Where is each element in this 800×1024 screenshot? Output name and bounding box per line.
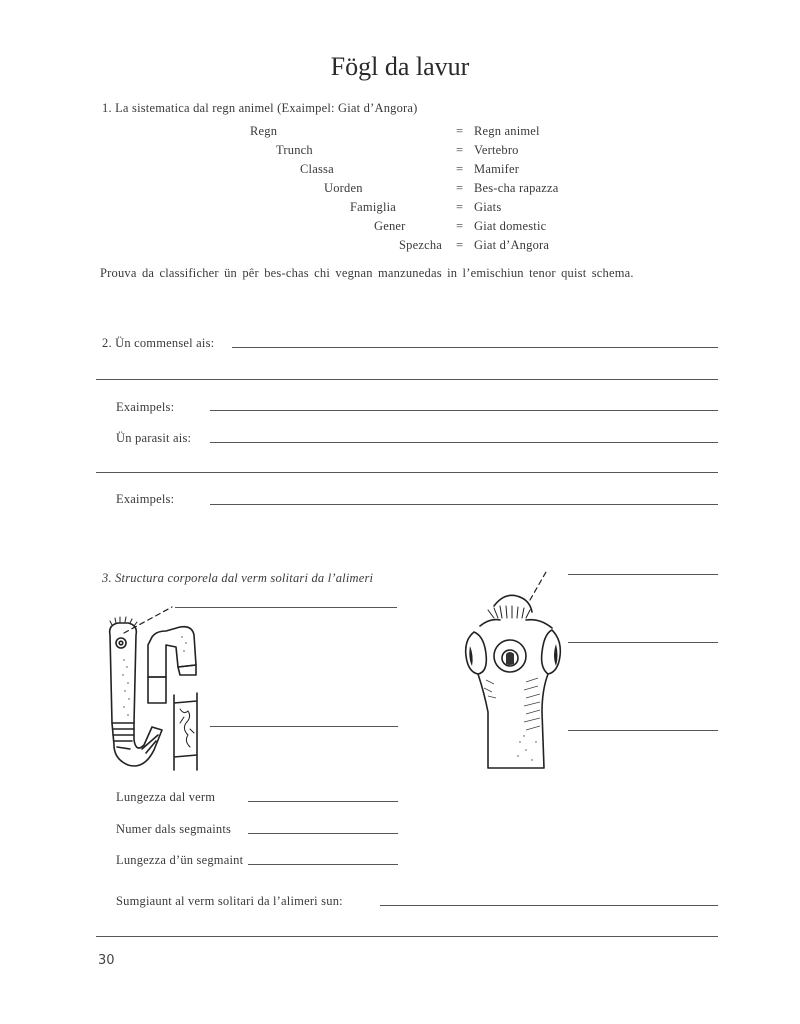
equals-sign: = (456, 124, 464, 138)
commensal-label: 2. Ün commensel ais: (102, 336, 215, 350)
taxonomy-rank: Spezcha (399, 238, 443, 252)
commensal-examples-line[interactable] (210, 410, 718, 411)
taxonomy-value: Giat domestic (474, 219, 547, 233)
equals-sign: = (456, 200, 464, 214)
parasite-examples-line[interactable] (210, 504, 718, 505)
worm-length-line[interactable] (248, 801, 398, 802)
parasite-label: Ün parasit ais: (116, 431, 192, 445)
taxonomy-rank: Uorden (324, 181, 363, 195)
commensal-answer-line-2[interactable] (96, 379, 718, 380)
similar-worms-line-2[interactable] (96, 936, 718, 937)
taxonomy-value: Vertebro (474, 143, 519, 157)
examples-label: Exaimpels: (116, 400, 175, 414)
taxonomy-value: Giat d’Angora (474, 238, 550, 252)
segment-count-label: Numer dals segmaints (116, 822, 232, 836)
taxonomy-rank: Classa (300, 162, 334, 176)
taxonomy-value: Mamifer (474, 162, 520, 176)
commensal-answer-line[interactable] (232, 347, 718, 348)
tapeworm-scolex-illustration (460, 572, 570, 778)
equals-sign: = (456, 143, 464, 157)
equals-sign: = (456, 219, 464, 233)
taxonomy-rank: Famiglia (350, 200, 397, 214)
taxonomy-value: Giats (474, 200, 502, 214)
equals-sign: = (456, 238, 464, 252)
parasite-answer-line-2[interactable] (96, 472, 718, 473)
similar-worms-label: Sumgiaunt al verm solitari da l’alimeri sun: (116, 894, 343, 908)
section3-heading: 3. Structura corporela dal verm solitari da l’alimeri (102, 571, 374, 585)
taxonomy-value: Bes-cha rapazza (474, 181, 559, 195)
worm-length-label: Lungezza dal verm (116, 790, 216, 804)
segment-length-line[interactable] (248, 864, 398, 865)
page-title: Fögl da lavur (330, 52, 470, 81)
label-line-sucker[interactable] (568, 642, 718, 643)
page-number: 30 (98, 953, 115, 968)
taxonomy-rank: Regn (250, 124, 278, 138)
taxonomy-rank: Gener (374, 219, 406, 233)
examples-label: Exaimpels: (116, 492, 175, 506)
segment-length-label: Lungezza d’ün segmaint (116, 853, 244, 867)
section1-heading: 1. La sistematica dal regn animel (Exaimpel: Giat d’Angora) (102, 101, 418, 115)
taxonomy-value: Regn animel (474, 124, 540, 138)
equals-sign: = (456, 162, 464, 176)
label-line-rostellum[interactable] (568, 574, 718, 575)
instruction-text: Prouva da classificher ün pêr bes-chas chi vegnan manzunedas in l’emischiun tenor quist schema. (100, 266, 634, 280)
similar-worms-line[interactable] (380, 905, 718, 906)
label-line-segment[interactable] (210, 726, 398, 727)
taxonomy-rank: Trunch (276, 143, 313, 157)
tapeworm-body-illustration (100, 605, 220, 775)
parasite-answer-line[interactable] (210, 442, 718, 443)
equals-sign: = (456, 181, 464, 195)
label-line-neck[interactable] (568, 730, 718, 731)
segment-count-line[interactable] (248, 833, 398, 834)
